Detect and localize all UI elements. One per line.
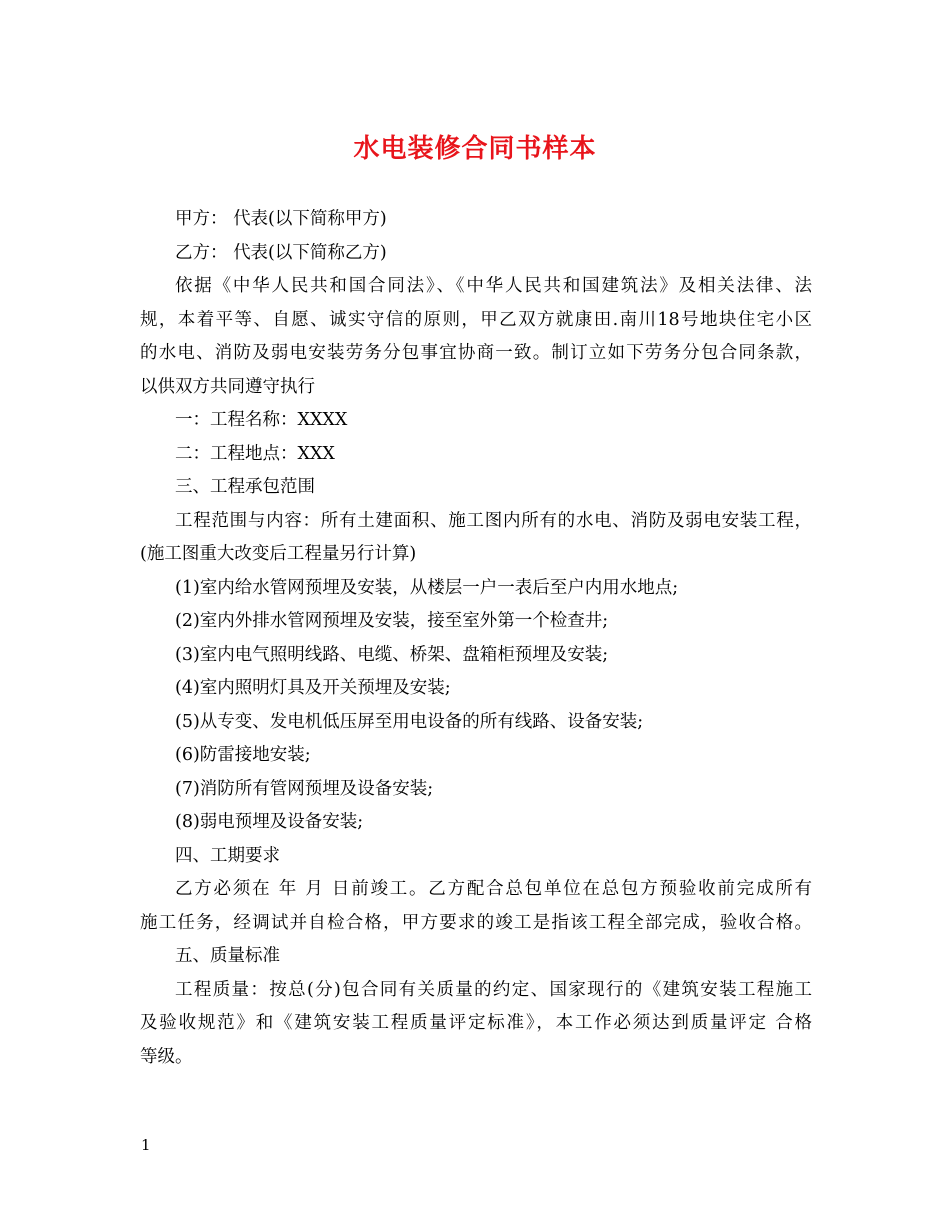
paragraph-line: 乙方： 代表(以下简称乙方) xyxy=(175,242,387,263)
paragraph-line: 以供双方共同遵守执行 xyxy=(140,376,315,397)
paragraph-line: (8)弱电预埋及设备安装; xyxy=(175,812,364,832)
paragraph-line: 四、工期要求 xyxy=(175,845,280,866)
paragraph-line: (2)室内外排水管网预埋及安装，接至室外第一个检查井; xyxy=(175,611,609,631)
paragraph-line: (7)消防所有管网预埋及设备安装; xyxy=(175,778,434,799)
paragraph-line: 的水电、消防及弱电安装劳务分包事宜协商一致。制订立如下劳务分包合同条款， xyxy=(140,343,812,363)
paragraph-line: 及验收规范》和《建筑安装工程质量评定标准》，本工作必须达到质量评定 合格 xyxy=(140,1013,812,1033)
paragraph-line: (5)从专变、发电机低压屏至用电设备的所有线路、设备安装; xyxy=(175,711,644,732)
paragraph-line: (施工图重大改变后工程量另行计算) xyxy=(140,544,417,564)
paragraph-line: (6)防雷接地安装; xyxy=(175,745,311,765)
document-body xyxy=(140,203,812,1074)
paragraph-line: (3)室内电气照明线路、电缆、桥架、盘箱柜预埋及安装; xyxy=(175,644,609,665)
paragraph-line: 工程质量：按总(分)包合同有关质量的约定、国家现行的《建筑安装工程施工 xyxy=(175,979,812,1000)
paragraph-line: 五、质量标准 xyxy=(175,946,280,966)
document-title: 水电装修合同书样本 xyxy=(353,134,597,164)
page-number: 1 xyxy=(141,1136,151,1154)
paragraph-line: 三、工程承包范围 xyxy=(175,477,315,497)
paragraph-line: 施工任务，经调试并自检合格，甲方要求的竣工是指该工程全部完成，验收合格。 xyxy=(140,912,812,933)
paragraph-line: 依据《中华人民共和国合同法》、《中华人民共和国建筑法》及相关法律、法 xyxy=(175,276,812,296)
paragraph-line: 一：工程名称：XXXX xyxy=(175,410,348,430)
paragraph-line: 规，本着平等、自愿、诚实守信的原则，甲乙双方就康田.南川18号地块住宅小区 xyxy=(140,309,812,330)
paragraph-line: (1)室内给水管网预埋及安装，从楼层一户一表后至户内用水地点; xyxy=(175,577,679,598)
paragraph-line: 甲方： 代表(以下简称甲方) xyxy=(175,209,387,229)
paragraph-line: 工程范围与内容：所有土建面积、施工图内所有的水电、消防及弱电安装工程， xyxy=(175,510,812,531)
paragraph-line: (4)室内照明灯具及开关预埋及安装; xyxy=(175,678,451,698)
paragraph-line: 乙方必须在 年 月 日前竣工。乙方配合总包单位在总包方预验收前完成所有 xyxy=(175,879,812,899)
paragraph-line: 二：工程地点：XXX xyxy=(175,443,335,464)
paragraph-line: 等级。 xyxy=(140,1046,193,1067)
